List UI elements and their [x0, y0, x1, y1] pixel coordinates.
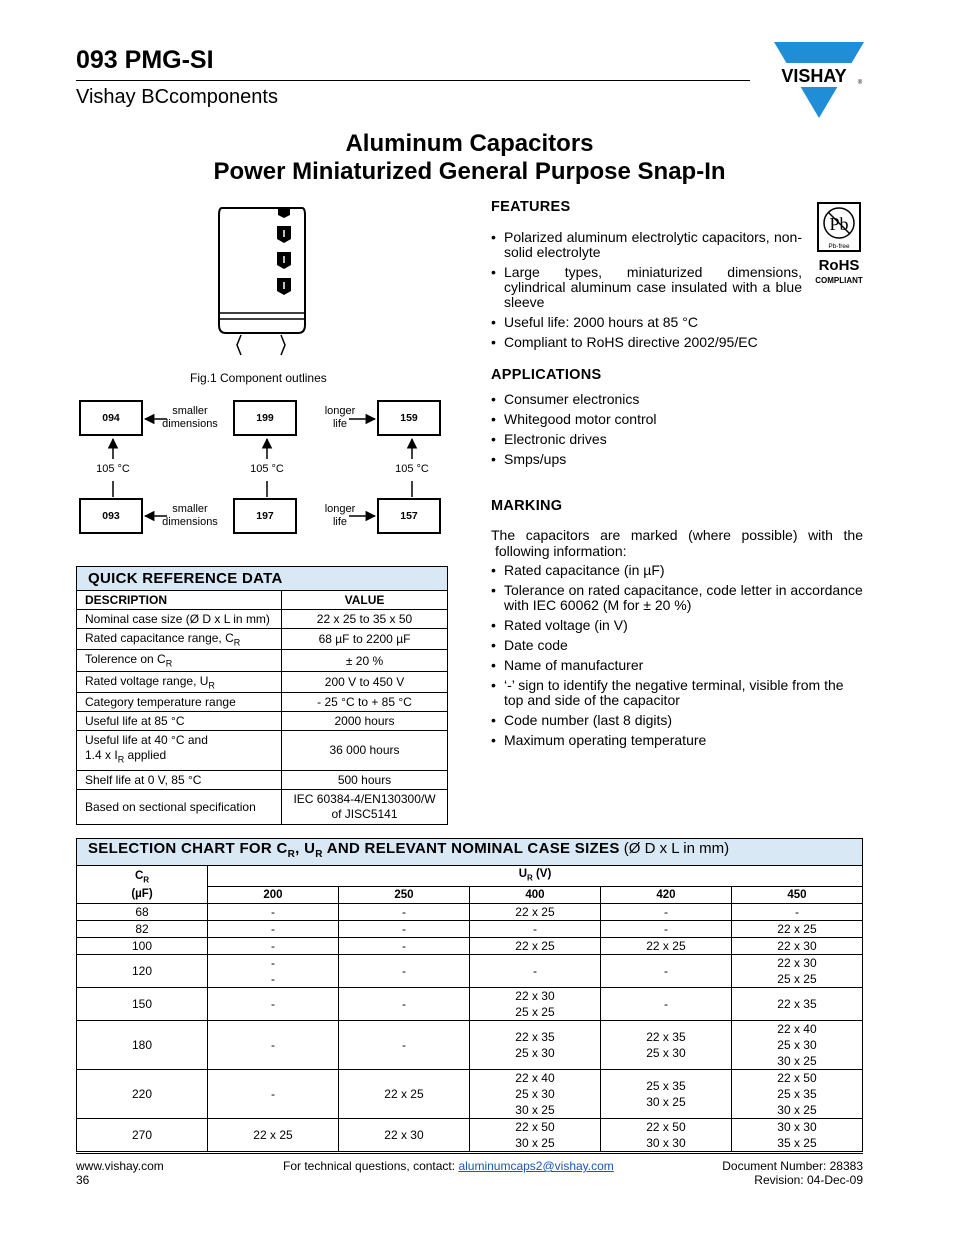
capacitance-cell: 180: [77, 1021, 208, 1070]
cr-column-header: $C_R$ (µF): [77, 866, 208, 904]
case-size-cell: -: [600, 988, 731, 1021]
case-size-cell: 22 x 50 25 x 35 30 x 25: [731, 1070, 862, 1119]
table-row: [77, 921, 863, 938]
feature-item: • Useful life: 2000 hours at 85 °C: [491, 315, 802, 330]
vishay-logo: [768, 42, 864, 120]
case-size-cell: 22 x 35 25 x 30: [469, 1021, 600, 1070]
qr-desc: Useful life at 85 °C: [77, 712, 282, 731]
case-size-cell: -: [208, 904, 339, 921]
case-size-cell: -: [600, 904, 731, 921]
selection-chart-body: [77, 904, 863, 1152]
label-temp-middle: 105 °C: [250, 463, 284, 475]
label-temp-left: 105 °C: [96, 463, 130, 475]
case-size-cell: - -: [208, 955, 339, 988]
case-size-cell: -: [731, 904, 862, 921]
voltage-header: 400: [469, 887, 600, 904]
footer-contact-text: For technical questions, contact:: [283, 1159, 459, 1173]
label-longer-life-top: longer life: [324, 405, 356, 430]
voltage-header: 420: [600, 887, 731, 904]
header-rule: [76, 80, 750, 81]
case-size-cell: 22 x 50 30 x 25: [469, 1119, 600, 1152]
qr-desc: Nominal case size (Ø D x L in mm): [77, 610, 282, 629]
qr-desc: Shelf life at 0 V, 85 °C: [77, 770, 282, 789]
case-size-cell: -: [600, 921, 731, 938]
pb-symbol-text: Pb: [829, 214, 849, 234]
footer-left: [76, 1159, 164, 1187]
case-size-cell: 22 x 30 25 x 25: [469, 988, 600, 1021]
col-value: VALUE: [282, 591, 448, 610]
case-size-cell: 22 x 25: [208, 1119, 339, 1152]
qr-value: 36 000 hours: [282, 731, 448, 770]
case-size-cell: 22 x 30: [338, 1119, 469, 1152]
qr-value: IEC 60384-4/EN130300/W of JISC5141: [282, 789, 448, 824]
footer-document-number: Document Number: 28383: [722, 1159, 863, 1173]
case-size-cell: -: [600, 955, 731, 988]
case-size-cell: -: [338, 921, 469, 938]
case-size-cell: 22 x 25: [469, 938, 600, 955]
case-size-cell: 22 x 25: [600, 938, 731, 955]
footer-website: www.vishay.com: [76, 1159, 164, 1173]
qr-desc: Based on sectional specification: [77, 789, 282, 824]
qr-value: ± 20 %: [282, 650, 448, 671]
series-diagram: [79, 399, 447, 535]
table-row: [77, 1021, 863, 1070]
footer-revision: Revision: 04-Dec-09: [754, 1173, 863, 1187]
capacitance-cell: 68: [77, 904, 208, 921]
applications-list: [491, 392, 863, 472]
case-size-cell: -: [208, 1070, 339, 1119]
qr-desc: Category temperature range: [77, 693, 282, 712]
label-smaller-dimensions-top: smaller dimensions: [162, 405, 218, 430]
series-box-199: 199: [233, 400, 297, 436]
qr-value: - 25 °C to + 85 °C: [282, 693, 448, 712]
marking-item: • Date code: [491, 638, 863, 653]
feature-item: • Polarized aluminum electrolytic capacitors, non-solid electrolyte: [491, 230, 802, 260]
marking-item: • Maximum operating temperature: [491, 733, 863, 748]
qr-desc: Rated voltage range, $U_R$: [77, 671, 282, 692]
quick-reference-title: QUICK REFERENCE DATA: [77, 567, 448, 591]
qr-value: 22 x 25 to 35 x 50: [282, 610, 448, 629]
voltage-header: 250: [338, 887, 469, 904]
series-box-159: 159: [377, 400, 441, 436]
table-row: [77, 1119, 863, 1152]
footer-contact: [283, 1159, 614, 1173]
figure-caption: Fig.1 Component outlines: [190, 371, 327, 385]
series-box-157: 157: [377, 498, 441, 534]
features-heading: FEATURES: [491, 199, 571, 215]
rohs-badge: [815, 202, 863, 285]
qr-desc: Useful life at 40 °C and 1.4 x $I_R$ applied: [77, 731, 282, 770]
capacitance-cell: 150: [77, 988, 208, 1021]
capacitance-cell: 270: [77, 1119, 208, 1152]
col-description: DESCRIPTION: [77, 591, 282, 610]
marking-item: • ‘-’ sign to identify the negative terminal, visible from the top and side of the capacitor: [491, 678, 863, 708]
table-row: [77, 1070, 863, 1119]
case-size-cell: -: [208, 1021, 339, 1070]
marking-item: • Rated voltage (in V): [491, 618, 863, 633]
capacitance-cell: 100: [77, 938, 208, 955]
case-size-cell: 25 x 35 30 x 25: [600, 1070, 731, 1119]
qr-value: 2000 hours: [282, 712, 448, 731]
case-size-cell: -: [338, 988, 469, 1021]
pb-free-text: Pb-free: [828, 243, 850, 250]
case-size-cell: -: [338, 1021, 469, 1070]
application-item: • Smps/ups: [491, 452, 863, 467]
voltage-header: 200: [208, 887, 339, 904]
case-size-cell: -: [208, 921, 339, 938]
applications-heading: APPLICATIONS: [491, 367, 602, 383]
logo-registered: ®: [857, 80, 863, 86]
table-row: [77, 988, 863, 1021]
qr-value: 200 V to 450 V: [282, 671, 448, 692]
logo-text: VISHAY: [781, 66, 847, 86]
marking-list: [491, 563, 863, 753]
case-size-cell: -: [338, 938, 469, 955]
table-row: [77, 938, 863, 955]
case-size-cell: -: [469, 921, 600, 938]
marking-item: • Code number (last 8 digits): [491, 713, 863, 728]
marking-heading: MARKING: [491, 498, 563, 514]
application-item: • Electronic drives: [491, 432, 863, 447]
ur-column-header: $U_R$ (V): [208, 866, 863, 887]
case-size-cell: -: [469, 955, 600, 988]
case-size-cell: -: [208, 938, 339, 955]
brand-subtitle: Vishay BCcomponents: [76, 86, 278, 108]
marking-intro-line-1: The capacitors are marked (where possible) with the: [491, 527, 863, 543]
footer-rule: [76, 1153, 863, 1154]
rohs-title: RoHS: [818, 257, 860, 274]
rohs-compliant: COMPLIANT: [815, 276, 863, 285]
pb-free-symbol: [819, 204, 859, 250]
case-size-cell: 30 x 30 35 x 25: [731, 1119, 862, 1152]
table-row: [77, 904, 863, 921]
qr-value: 500 hours: [282, 770, 448, 789]
capacitance-cell: 82: [77, 921, 208, 938]
part-number: 093 PMG-SI: [76, 46, 214, 74]
footer-page-number: 36: [76, 1173, 90, 1187]
case-size-cell: 22 x 25: [731, 921, 862, 938]
case-size-cell: 22 x 40 25 x 30 30 x 25: [469, 1070, 600, 1119]
marking-intro-line-2: following information:: [495, 543, 627, 559]
label-longer-life-bottom: longer life: [324, 503, 356, 528]
case-size-cell: 22 x 40 25 x 30 30 x 25: [731, 1021, 862, 1070]
case-size-cell: 22 x 30 25 x 25: [731, 955, 862, 988]
capacitance-cell: 120: [77, 955, 208, 988]
marking-item: • Tolerance on rated capacitance, code letter in accordance with IEC 60062 (M for ± 20 %): [491, 583, 863, 613]
qr-value: 68 µF to 2200 µF: [282, 629, 448, 650]
main-title-line-1: Aluminum Capacitors: [345, 130, 594, 157]
capacitance-cell: 220: [77, 1070, 208, 1119]
feature-item: • Compliant to RoHS directive 2002/95/EC: [491, 335, 802, 350]
selection-chart-table: [76, 838, 863, 1152]
feature-item: • Large types, miniaturized dimensions, cylindrical aluminum case insulated with a blue sleeve: [491, 265, 802, 310]
qr-desc: Rated capacitance range, $C_R$: [77, 629, 282, 650]
case-size-cell: -: [208, 988, 339, 1021]
qr-desc: Tolerence on $C_R$: [77, 650, 282, 671]
case-size-cell: 22 x 25: [469, 904, 600, 921]
series-box-093: 093: [79, 498, 143, 534]
quick-reference-table: [76, 566, 448, 825]
case-size-cell: 22 x 35 25 x 30: [600, 1021, 731, 1070]
table-row: [77, 955, 863, 988]
case-size-cell: 22 x 30: [731, 938, 862, 955]
voltage-header: 450: [731, 887, 862, 904]
main-title-line-2: Power Miniaturized General Purpose Snap-In: [213, 158, 726, 185]
label-smaller-dimensions-bottom: smaller dimensions: [162, 503, 218, 528]
label-temp-right: 105 °C: [395, 463, 429, 475]
case-size-cell: -: [338, 955, 469, 988]
application-item: • Consumer electronics: [491, 392, 863, 407]
footer-email-link[interactable]: aluminumcaps2@vishay.com: [458, 1159, 614, 1173]
series-box-197: 197: [233, 498, 297, 534]
marking-item: • Name of manufacturer: [491, 658, 863, 673]
application-item: • Whitegood motor control: [491, 412, 863, 427]
capacitor-drawing: [210, 205, 310, 357]
marking-item: • Rated capacitance (in µF): [491, 563, 863, 578]
features-list: [491, 230, 802, 355]
main-title: [76, 130, 863, 186]
case-size-cell: 22 x 35: [731, 988, 862, 1021]
case-size-cell: -: [338, 904, 469, 921]
footer-right: [722, 1159, 863, 1187]
pb-free-icon: [817, 202, 861, 252]
case-size-cell: 22 x 25: [338, 1070, 469, 1119]
series-box-094: 094: [79, 400, 143, 436]
selection-chart-title: SELECTION CHART FOR $C_R$, $U_R$ AND RELEVANT NOMINAL CASE SIZES (Ø D x L in mm): [77, 839, 863, 866]
case-size-cell: 22 x 50 30 x 30: [600, 1119, 731, 1152]
